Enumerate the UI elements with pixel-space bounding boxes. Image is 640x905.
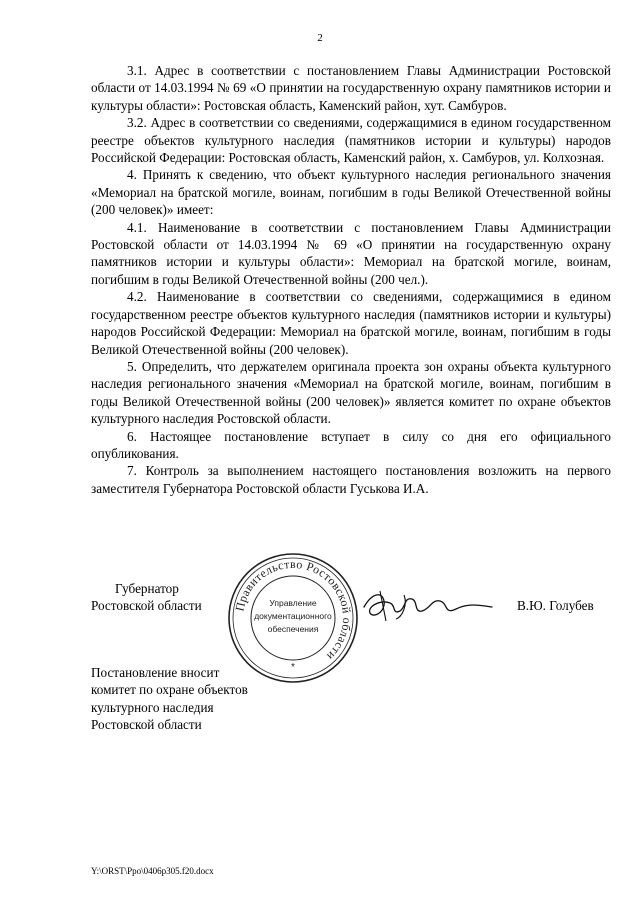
signatory-name: В.Ю. Голубев [517,598,594,613]
introducer-block [91,664,248,734]
page-number: 2 [317,32,323,44]
introducer-line2: комитет по охране объектов [91,682,248,698]
paragraph-4-2: 4.2. Наименование в соответствии со сведениями, содержащимися в едином государственном реестре объектов культурного наследия (памятников истории и культуры) народов Российской Федерации: Мемориал на братской могиле, воинам, погибшим в годы Великой Отечественной войны (200 человек). [91,289,611,357]
introducer-line3: культурного наследия [91,699,214,715]
paragraph-4: 4. Принять к сведению, что объект культурного наследия регионального значения «Мемориал на братской могиле, воинам, погибшим в годы Великой Отечественной войны (200 человек)» имеет: [91,167,611,218]
stamp-inner-line2: документационного [254,611,332,621]
paragraph-5: 5. Определить, что держателем оригинала проекта зон охраны объекта культурного наследия регионального значения «Мемориал на братской могиле, воинам, погибшим в годы Великой Отечественной войны (200 человек)» является комитет по охране объектов культурного наследия Ростовской области. [91,358,611,427]
signatory-title-line2: Ростовской области [91,598,202,614]
paragraph-7: 7. Контроль за выполнением настоящего постановления возложить на первого заместителя Губернатора Ростовской области Гуськова И.А. [91,463,611,496]
paragraph-3-1: 3.1. Адрес в соответствии с постановлением Главы Администрации Ростовской области от 14.03.1994 № 69 «О принятии на государственную охрану памятников истории и культуры области»: Ростовская область, Каменский район, хут. Самбуров. [91,63,611,113]
stamp-inner-line1: Управление [269,598,317,608]
signatory-title-line1: Губернатор [115,581,179,596]
file-path-footer: Y:\ORST\Ppo\0406p305.f20.docx [91,866,214,876]
stamp-star: * [291,662,295,673]
paragraph-6: 6. Настоящее постановление вступает в силу со дня его официального опубликования. [91,428,611,461]
handwritten-signature [360,585,495,627]
introducer-line1: Постановление вносит [91,665,220,680]
signatory-title [91,580,202,615]
stamp-outer-text: Правительство Ростовской области [232,556,355,664]
paragraph-3-2: 3.2. Адрес в соответствии со сведениями, содержащимися в едином государственном реестре объектов культурного наследия (памятников истории и культуры) народов Российской Федерации: Ростовская область, Каменский район, х. Самбуров, ул. Колхозная. [91,115,611,166]
paragraph-4-1: 4.1. Наименование в соответствии с постановлением Главы Администрации Ростовской области от 14.03.1994 № 69 «О принятии на государственную охрану памятников истории и культуры области»: Мемориал на братской могиле, воинам, погибшим в годы Великой Отечественной войны (200 чел.). [91,219,611,287]
introducer-line4: Ростовской области [91,717,202,733]
stamp-inner-line3: обеспечения [267,624,319,634]
document-body [91,62,611,497]
